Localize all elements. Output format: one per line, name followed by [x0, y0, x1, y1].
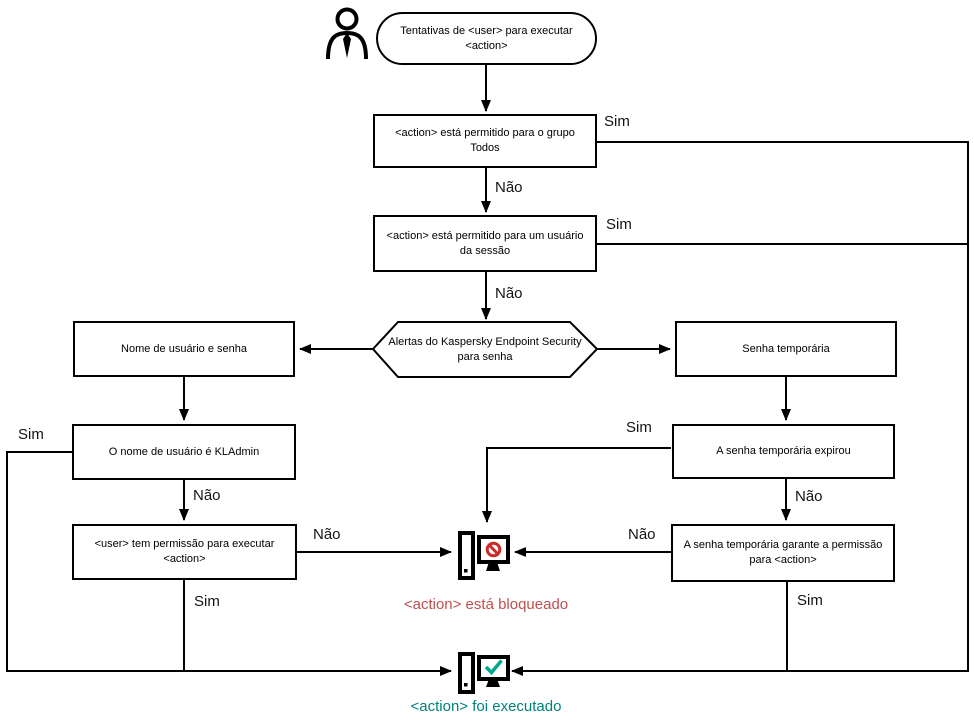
edge-label-no-user-permission: Não: [313, 526, 341, 543]
edge-label-yes-grants: Sim: [797, 592, 823, 609]
edge-expired-yes: [487, 448, 671, 522]
executed-result-label: <action> foi executado: [410, 698, 562, 715]
temp-grants-node: A senha temporária garante a permissão para <action>: [671, 524, 895, 582]
password-prompt-node: Alertas do Kaspersky Endpoint Security para senha: [388, 335, 582, 363]
edge-label-no-grants: Não: [628, 526, 656, 543]
temp-expired-node: A senha temporária expirou: [672, 424, 895, 479]
is-kladmin-node: O nome de usuário é KLAdmin: [72, 424, 296, 480]
allowed-session-node: <action> está permitido para um usuário da sessão: [373, 215, 597, 272]
edge-label-yes-allowed-session: Sim: [606, 216, 632, 233]
temp-password-node: Senha temporária: [675, 321, 897, 377]
edge-label-yes-user-permission: Sim: [194, 593, 220, 610]
allowed-group-node: <action> está permitido para o grupo Todos: [373, 114, 597, 168]
user-permission-node: <user> tem permissão para executar <action>: [72, 524, 297, 580]
edge-label-no-allowed-session: Não: [495, 285, 523, 302]
start-node: Tentativas de <user> para executar <action>: [376, 12, 597, 65]
edge-label-no-expired: Não: [795, 488, 823, 505]
edge-label-yes-kladmin: Sim: [18, 426, 44, 443]
computer-check-icon: [456, 650, 510, 696]
edge-label-no-allowed-group: Não: [495, 179, 523, 196]
user-actor-icon: [325, 6, 369, 62]
computer-blocked-icon: [456, 526, 510, 586]
edge-label-yes-expired: Sim: [626, 419, 652, 436]
edge-label-no-kladmin: Não: [193, 487, 221, 504]
username-password-node: Nome de usuário e senha: [73, 321, 295, 377]
edge-label-yes-allowed-group: Sim: [604, 113, 630, 130]
blocked-result-label: <action> está bloqueado: [403, 596, 569, 613]
